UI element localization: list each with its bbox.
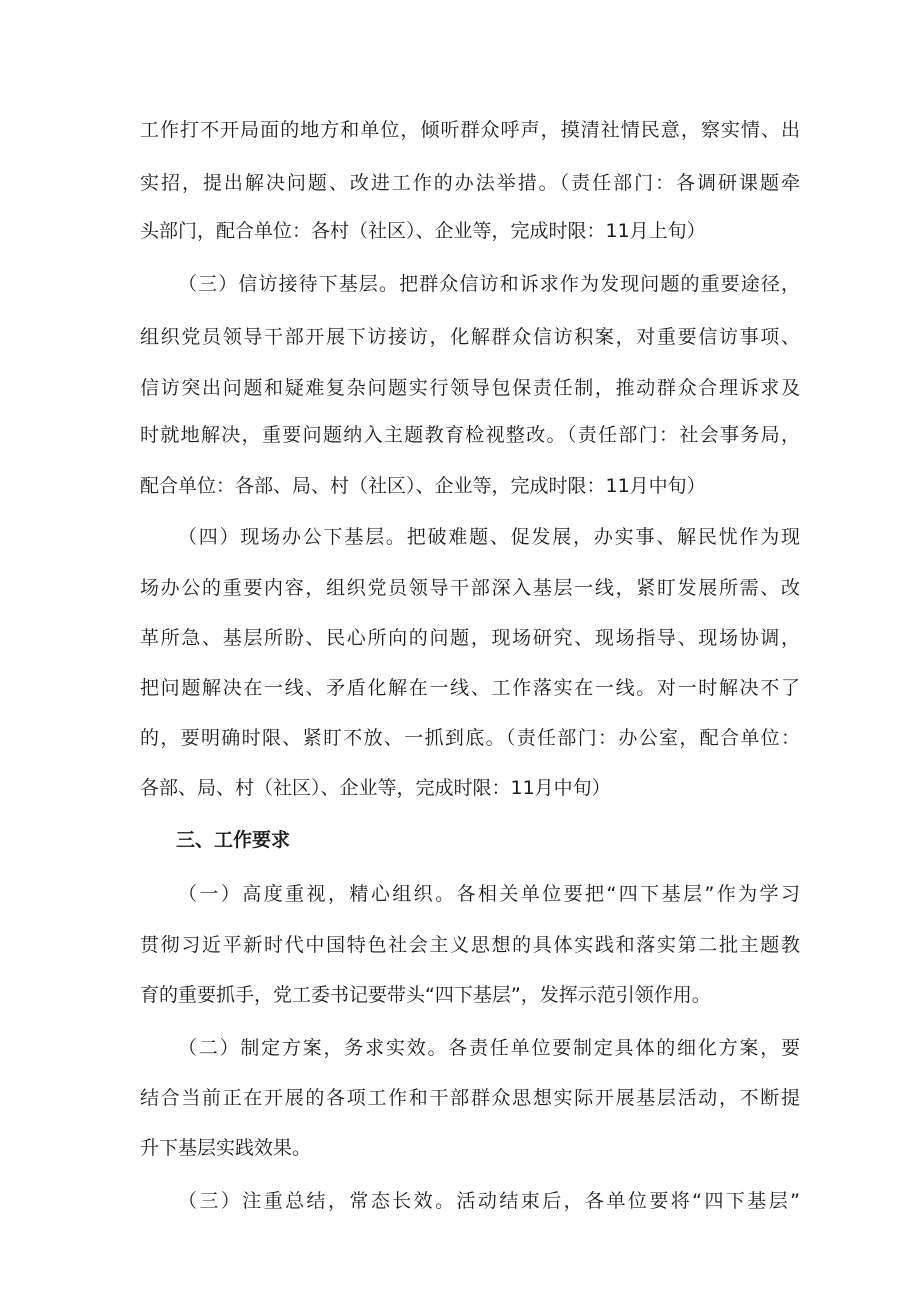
paragraph-line: （四）现场办公下基层。把破难题、促发展，办实事、解民忧作为现 — [178, 526, 800, 548]
paragraph-line: （一）高度重视，精心组织。各相关单位要把“四下基层”作为学习 — [178, 883, 800, 905]
paragraph-line: （二）制定方案，务求实效。各责任单位要制定具体的细化方案，要 — [178, 1037, 800, 1059]
paragraph-line: 时就地解决，重要问题纳入主题教育检视整改。（责任部门：社会事务局， — [140, 424, 800, 446]
paragraph-line: （三）信访接待下基层。把群众信访和诉求作为发现问题的重要途径， — [178, 273, 800, 295]
paragraph-line: 把问题解决在一线、矛盾化解在一线、工作落实在一线。对一时解决不了 — [140, 677, 800, 699]
paragraph-line: （三）注重总结，常态长效。活动结束后，各单位要将“四下基层” — [178, 1190, 800, 1212]
paragraph-line: 工作打不开局面的地方和单位，倾听群众呼声，摸清社情民意，察实情、出 — [140, 119, 800, 141]
paragraph-line: 头部门，配合单位：各村（社区）、企业等，完成时限：11月上旬） — [140, 220, 706, 242]
paragraph-line: 组织党员领导干部开展下访接访，化解群众信访积案，对重要信访事项、 — [140, 326, 800, 348]
paragraph-line: 育的重要抓手，党工委书记要带头“四下基层”，发挥示范引领作用。 — [140, 984, 711, 1006]
paragraph-line: 结合当前正在开展的各项工作和干部群众思想实际开展基层活动，不断提 — [140, 1087, 800, 1109]
paragraph-line: 配合单位：各部、局、村（社区）、企业等，完成时限：11月中旬） — [140, 475, 706, 497]
paragraph-line: 升下基层实践效果。 — [140, 1137, 312, 1159]
paragraph-line: 实招，提出解决问题、改进工作的办法举措。（责任部门：各调研课题牵 — [140, 172, 800, 194]
paragraph-line: 信访突出问题和疑难复杂问题实行领导包保责任制，推动群众合理诉求及 — [140, 377, 800, 399]
paragraph-line: 的，要明确时限、紧盯不放、一抓到底。（责任部门：办公室，配合单位： — [140, 727, 800, 749]
paragraph-line: 各部、局、村（社区）、企业等，完成时限：11月中旬） — [140, 777, 611, 799]
paragraph-line: 革所急、基层所盼、民心所向的问题，现场研究、现场指导、现场协调， — [140, 627, 800, 649]
paragraph-line: 场办公的重要内容，组织党员领导干部深入基层一线，紧盯发展所需、改 — [140, 577, 800, 599]
paragraph-line: 贯彻习近平新时代中国特色社会主义思想的具体实践和落实第二批主题教 — [140, 934, 800, 956]
section-heading: 三、工作要求 — [176, 829, 291, 851]
